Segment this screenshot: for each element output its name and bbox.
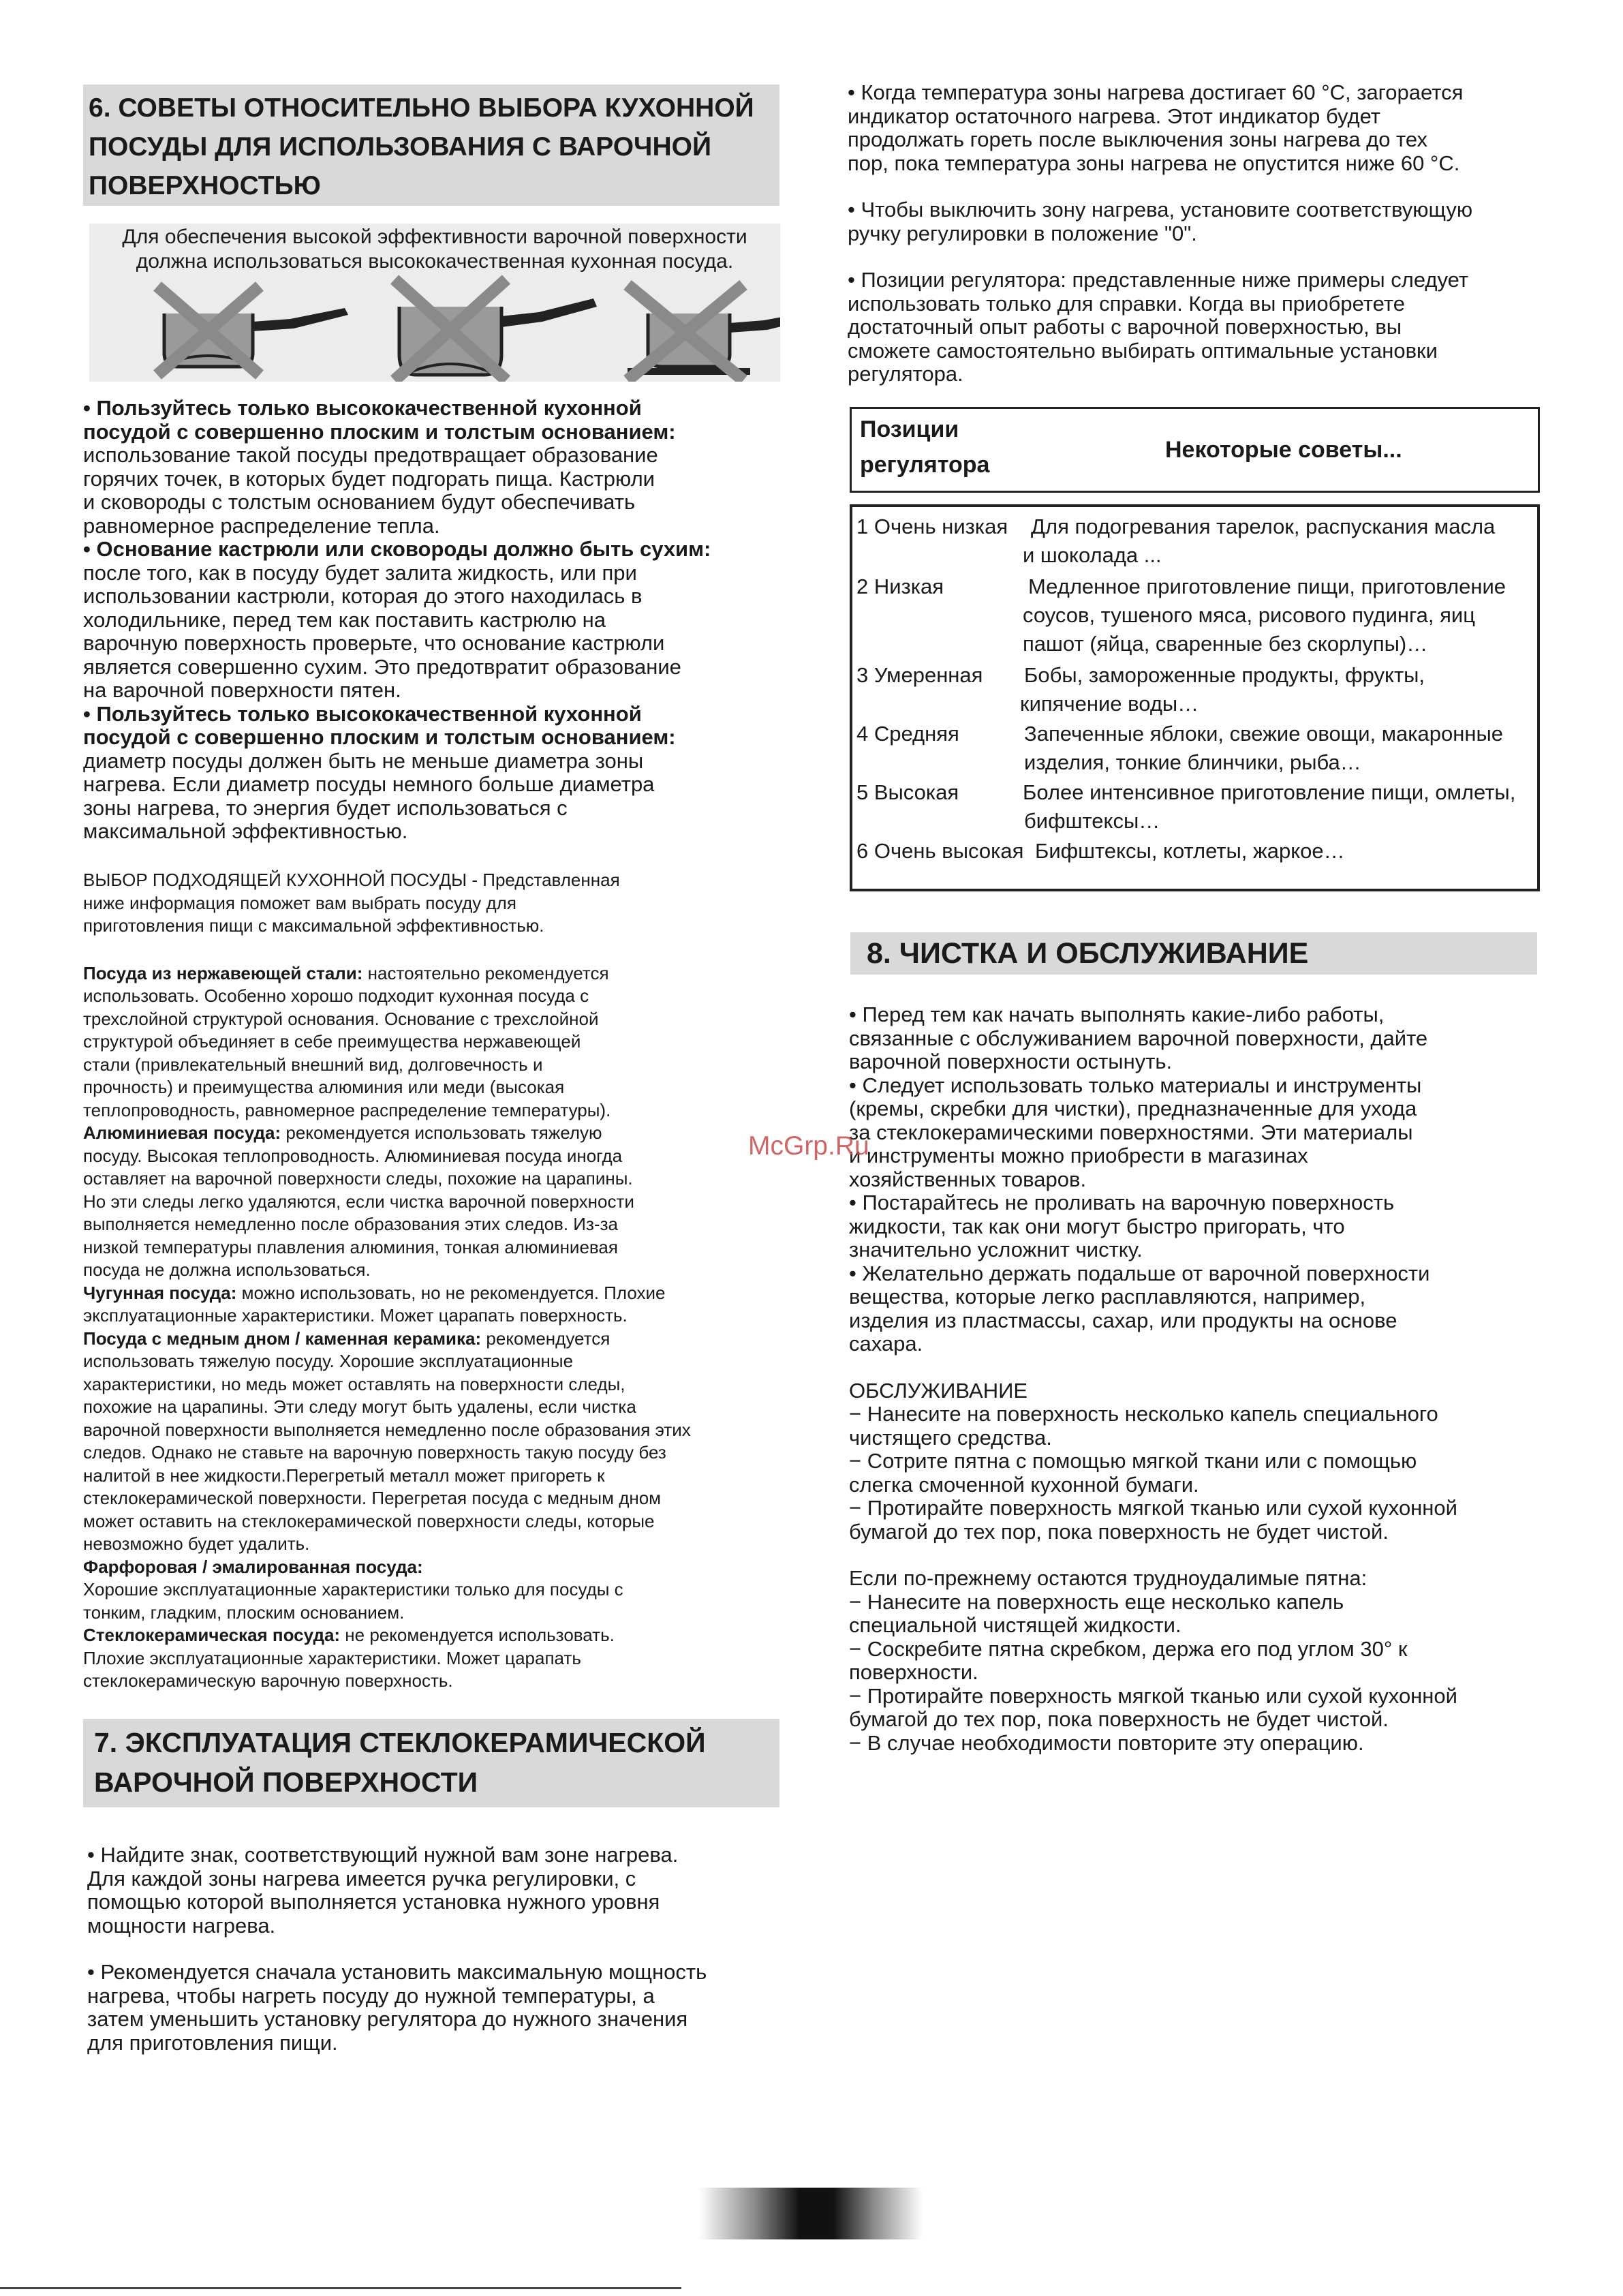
bullet-1-title: • Пользуйтесь только высококачественной кухонной посудой с совершенно плоским и толстым основанием: xyxy=(83,396,676,444)
cookware-illustration-panel xyxy=(89,224,780,382)
section7-header xyxy=(83,1719,779,1807)
cast-iron-text: можно использовать, но не рекомендуется. Плохие эксплуатационные характеристики. Может царапать поверхность. xyxy=(83,1282,666,1326)
section7-p5: • Позиции регулятора: представленные ниже примеры следует использовать только для справки. Когда вы приобретете достаточный опыт работы с варочной поверхностью, вы сможете самостоятельно выбирать оптимальные установки регулятора. xyxy=(848,268,1469,386)
glass-ceramic-text: не рекомендуется использовать. Плохие эксплуатационные характеристики. Может царапать стеклокерамическую варочную поверхность. xyxy=(83,1625,615,1691)
convex-pan-icon xyxy=(395,279,597,380)
bullet-2 xyxy=(83,538,785,703)
stainless-text: настоятельно рекомендуется использовать. Особенно хорошо подходит кухонная посуда с трехслойной структурой основания. Основание с трехслойной структурой объединяет в себе преимущества нержавеющей стали (привлекательный внешний вид, долговечность и прочность) и преимущества алюминия или меди (высокая теплопроводность, равномерное распределение температуры). xyxy=(83,962,611,1120)
section8-stubborn: Если по-прежнему остаются трудноудалимые пятна: − Нанесите на поверхность еще несколько капель специальной чистящей жидкости. − Соскребите пятна скребком, держа его под углом 30° к поверхности. − Протирайте поверхность мягкой тканью или сухой кухонной бумагой до тех пор, пока поверхность не будет чистой. − В случае необходимости повторите эту операцию. xyxy=(849,1566,1457,1755)
section6-header xyxy=(83,85,779,206)
row-level: 5 Высокая xyxy=(856,780,959,804)
bullet-3 xyxy=(83,703,785,844)
concave-pan-icon xyxy=(157,286,348,375)
porcelain-text: Хорошие эксплуатационные характеристики только для посуды с тонким, гладким, плоским основанием. xyxy=(83,1579,623,1623)
row-tip: Для подогревания тарелок, распускания масла xyxy=(1031,515,1496,538)
section7-p4: • Чтобы выключить зону нагрева, установите соответствующую ручку регулировки в положение "0". xyxy=(848,198,1473,245)
bullet-3-title: • Пользуйтесь только высококачественной кухонной посудой с совершенно плоским и толстым основанием: xyxy=(83,701,676,749)
bullet-3-text: диаметр посуды должен быть не меньше диаметра зоны нагрева. Если диаметр посуды немного больше диаметра зоны нагрева, то энергия будет использоваться с максимальной эффективностью. xyxy=(83,748,655,843)
bullet-2-text: после того, как в посуду будет залита жидкость, или при использовании кастрюли, которая до этого находилась в холодильнике, перед тем как поставить кастрюлю на варочную поверхность проверьте, что основание кастрюли является совершенно сухим. Это предотвратит образование на варочной поверхности пятен. xyxy=(83,560,681,702)
regulator-table xyxy=(850,504,1540,891)
section8-title: 8. ЧИСТКА И ОБСЛУЖИВАНИЕ xyxy=(867,937,1309,970)
row-tip: и шоколада ... xyxy=(1023,543,1162,567)
section7-text-right xyxy=(848,81,1583,386)
section7-title: 7. ЭКСПЛУАТАЦИЯ СТЕКЛОКЕРАМИЧЕСКОЙ ВАРОЧНОЙ ПОВЕРХНОСТИ xyxy=(94,1727,706,1798)
section6-title: 6. СОВЕТЫ ОТНОСИТЕЛЬНО ВЫБОРА КУХОННОЙ ПОСУДЫ ДЛЯ ИСПОЛЬЗОВАНИЯ С ВАРОЧНОЙ ПОВЕРХНОСТЬЮ xyxy=(89,93,754,200)
row-tip: соусов, тушеного мяса, рисового пудинга, яиц xyxy=(1023,603,1475,627)
row-tip: Медленное приготовление пищи, приготовление xyxy=(1028,575,1506,598)
bullet-1 xyxy=(83,397,785,538)
aluminium-title: Алюминиевая посуда: xyxy=(83,1122,281,1143)
row-tip: пашот (яйца, сваренные без скорлупы)… xyxy=(1023,632,1428,656)
cookware-pictograms xyxy=(89,273,780,382)
row-level: 6 Очень высокая xyxy=(856,839,1024,863)
section7-p1: • Найдите знак, соответствующий нужной вам зоне нагрева. Для каждой зоны нагрева имеется ручка регулировки, с помощью которой выполняется установка нужного уровня мощности нагрева. xyxy=(87,1843,679,1938)
section8-text xyxy=(849,1003,1592,1755)
watermark-text: McGrp.Ru xyxy=(748,1131,869,1161)
stainless-title: Посуда из нержавеющей стали: xyxy=(83,962,363,983)
row-tip: Бобы, замороженные продукты, фрукты, xyxy=(1024,663,1425,687)
row-level: 4 Средняя xyxy=(856,722,959,746)
section7-p2: • Рекомендуется сначала установить максимальную мощность нагрева, чтобы нагреть посуду до нужной температуры, а затем уменьшить установку регулятора до нужного значения для приготовления пищи. xyxy=(87,1960,707,2055)
row-tip: бифштексы… xyxy=(1024,809,1160,833)
section8-bullets: • Перед тем как начать выполнять какие-либо работы, связанные с обслуживанием варочной поверхности, дайте варочной поверхности остынуть. • Следует использовать только материалы и инструменты (кремы, скребки для чистки), предназначенные для ухода за стеклокерамическими поверхностями. Эти материалы и инструменты можно приобрести в магазинах хозяйственных товаров. • Постарайтесь не проливать на варочную поверхность жидкости, так как они могут быстро пригорать, что значительно усложнит чистку. • Желательно держать подальше от варочной поверхности вещества, которые легко расплавляются, например, изделия из пластмассы, сахар, или продукты на основе сахара. xyxy=(849,1002,1430,1356)
glass-ceramic-title: Стеклокерамическая посуда: xyxy=(83,1625,341,1645)
bottom-rule xyxy=(0,2287,681,2289)
section6-intro: Для обеспечения высокой эффективности варочной поверхности должна использоваться высококачественная кухонная посуда. xyxy=(89,224,780,274)
section6-bullets xyxy=(83,397,785,844)
porcelain-title: Фарфоровая / эмалированная посуда: xyxy=(83,1556,423,1577)
table-col-tips: Некоторые советы... xyxy=(1165,437,1402,463)
row-tip: Запеченные яблоки, свежие овощи, макаронные xyxy=(1024,722,1504,746)
row-tip: Бифштексы, котлеты, жаркое… xyxy=(1035,839,1345,863)
small-pan-icon xyxy=(628,285,780,380)
copper-text: рекомендуется использовать тяжелую посуду. Хорошие эксплуатационные характеристики, но медь может оставлять на поверхности следы, похожие на царапины. Эти следу могут быть удалены, если чистка варочной поверхности выполняется немедленно после образования этих следов. Однако не ставьте на варочную поверхность такую посуду без налитой в нее жидкости.Перегретый металл может пригореть к стеклокерамической поверхности. Перегретая посуда с медным дном может оставить на стеклокерамической поверхности следы, которые невозможно будет удалить. xyxy=(83,1328,691,1554)
row-tip: изделия, тонкие блинчики, рыба… xyxy=(1024,750,1361,774)
section8-header xyxy=(850,932,1537,975)
section8-maintenance: ОБСЛУЖИВАНИЕ − Нанесите на поверхность несколько капель специального чистящего средства. − Сотрите пятна с помощью мягкой ткани или с помощью слегка смоченной кухонной бумаги. − Протирайте поверхность мягкой тканью или сухой кухонной бумагой до тех пор, пока поверхность не будет чистой. xyxy=(849,1378,1457,1544)
page-number-tab xyxy=(699,2188,923,2239)
row-level: 3 Умеренная xyxy=(856,663,983,687)
bullet-1-text: использование такой посуды предотвращает образование горячих точек, в которых будет подгорать пища. Кастрюли и сковороды с толстым основанием будут обеспечивать равномерное распределение тепла. xyxy=(83,443,658,538)
row-level: 2 Низкая xyxy=(856,575,944,598)
table-col-positions: Позиции регулятора xyxy=(860,416,990,478)
row-level: 1 Очень низкая xyxy=(856,515,1008,538)
choice-intro: ВЫБОР ПОДХОДЯЩЕЙ КУХОННОЙ ПОСУДЫ - Представленная ниже информация поможет вам выбрать посуду для приготовления пищи с максимальной эффективностью. xyxy=(83,870,620,936)
copper-title: Посуда с медным дном / каменная керамика: xyxy=(83,1328,482,1349)
cast-iron-title: Чугунная посуда: xyxy=(83,1282,237,1303)
row-tip: Более интенсивное приготовление пищи, омлеты, xyxy=(1023,780,1516,804)
table-header xyxy=(850,407,1540,493)
section7-p3: • Когда температура зоны нагрева достигает 60 °C, загорается индикатор остаточного нагрева. Этот индикатор будет продолжать гореть после выключения зоны нагрева до тех пор, пока температура зоны нагрева не опустится ниже 60 °C. xyxy=(848,80,1464,175)
cookware-list xyxy=(83,962,785,1693)
aluminium-text: рекомендуется использовать тяжелую посуду. Высокая теплопроводность. Алюминиевая посуда иногда оставляет на варочной поверхности следы, похожие на царапины. Но эти следы легко удаляются, если чистка варочной поверхности выполняется немедленно после образования этих следов. Из-за низкой температуры плавления алюминия, тонкая алюминиевая посуда не должна использоваться. xyxy=(83,1122,634,1280)
cookware-choice xyxy=(83,869,785,1693)
bullet-2-title: • Основание кастрюли или сковороды должно быть сухим: xyxy=(83,537,711,561)
row-tip: кипячение воды… xyxy=(1020,692,1199,716)
section7-text-left xyxy=(87,1843,789,2055)
